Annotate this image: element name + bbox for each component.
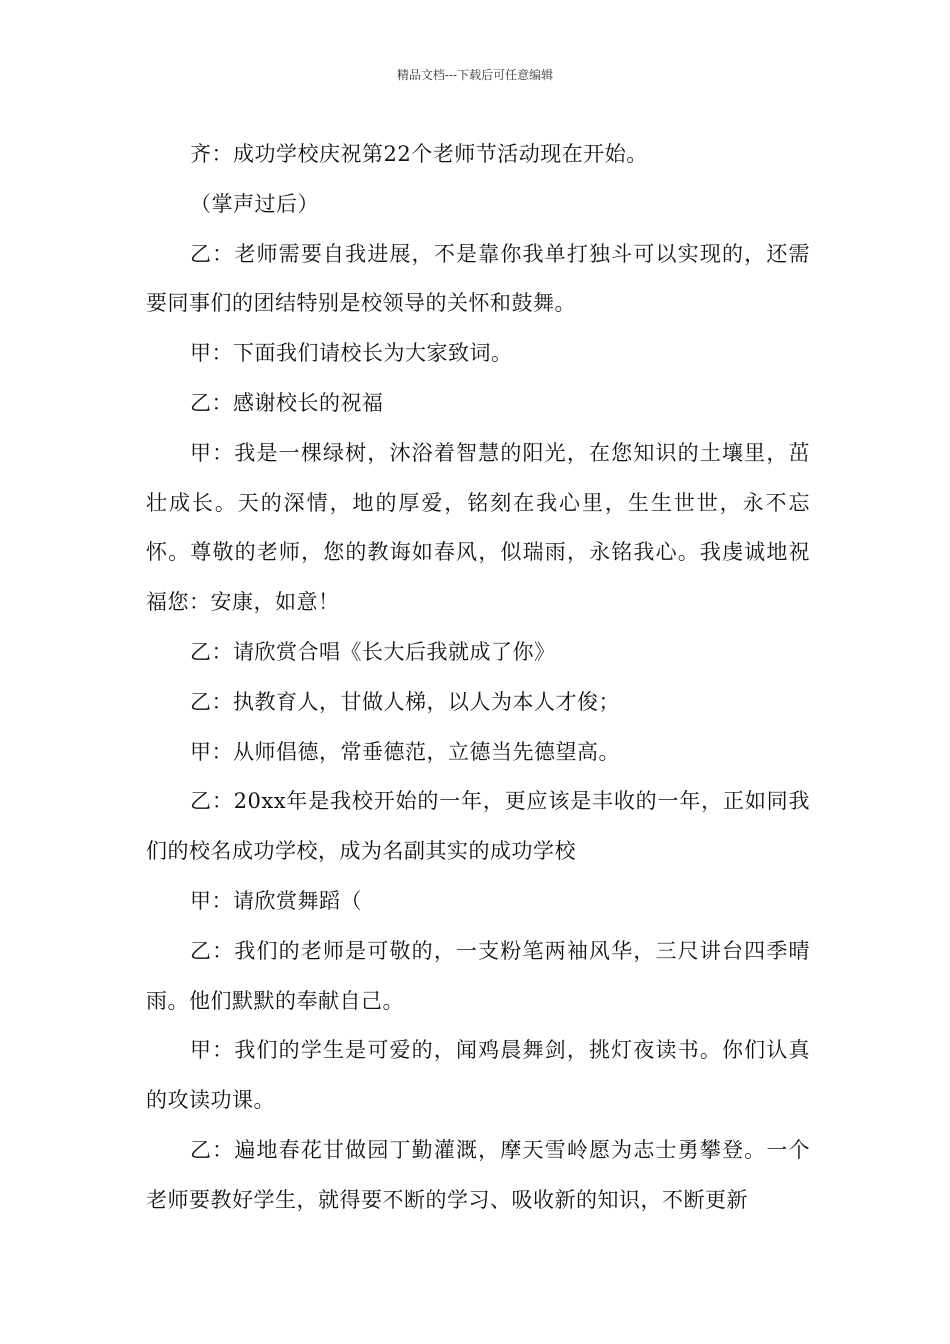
paragraph: 乙：执教育人，甘做人梯，以人为本人才俊； [190, 689, 620, 714]
paragraph: （掌声过后） [190, 191, 319, 216]
paragraph: 齐：成功学校庆祝第22个老师节活动现在开始。 [190, 142, 648, 166]
paragraph: 甲：请欣赏舞蹈（ [190, 888, 362, 913]
paragraph: 乙：感谢校长的祝福 [190, 390, 384, 415]
paragraph: 乙：请欣赏合唱《长大后我就成了你》 [190, 639, 556, 664]
paragraph: 甲：我们的学生是可爱的，闻鸡晨舞剑，挑灯夜读书。你们认真的攻读功课。 [146, 1038, 810, 1113]
paragraph: 乙：遍地春花甘做园丁勤灌溉，摩天雪岭愿为志士勇攀登。一个老师要教好学生，就得要不断的学习、吸收新的知识，不断更新 [146, 1137, 810, 1212]
paragraph: 甲：从师倡德，常垂德范，立德当先德望高。 [190, 739, 620, 764]
document-body [146, 130, 810, 1226]
paragraph: 乙：老师需要自我进展，不是靠你我单打独斗可以实现的，还需要同事们的团结特别是校领导的关怀和鼓舞。 [146, 241, 810, 316]
paragraph: 甲：我是一棵绿树，沐浴着智慧的阳光，在您知识的土壤里，茁壮成长。天的深情，地的厚爱，铭刻在我心里，生生世世，永不忘怀。尊敬的老师，您的教诲如春风，似瑞雨，永铭我心。我虔诚地祝福您：安康，如意！ [146, 440, 810, 615]
paragraph: 甲：下面我们请校长为大家致词。 [190, 341, 513, 366]
paragraph: 乙：我们的老师是可敬的，一支粉笔两袖风华，三尺讲台四季晴雨。他们默默的奉献自己。 [146, 938, 810, 1013]
paragraph: 乙：20xx年是我校开始的一年，更应该是丰收的一年，正如同我们的校名成功学校，成为名副其实的成功学校 [146, 789, 810, 864]
page-header: 精品文档---下载后可任意编辑 [396, 68, 554, 82]
